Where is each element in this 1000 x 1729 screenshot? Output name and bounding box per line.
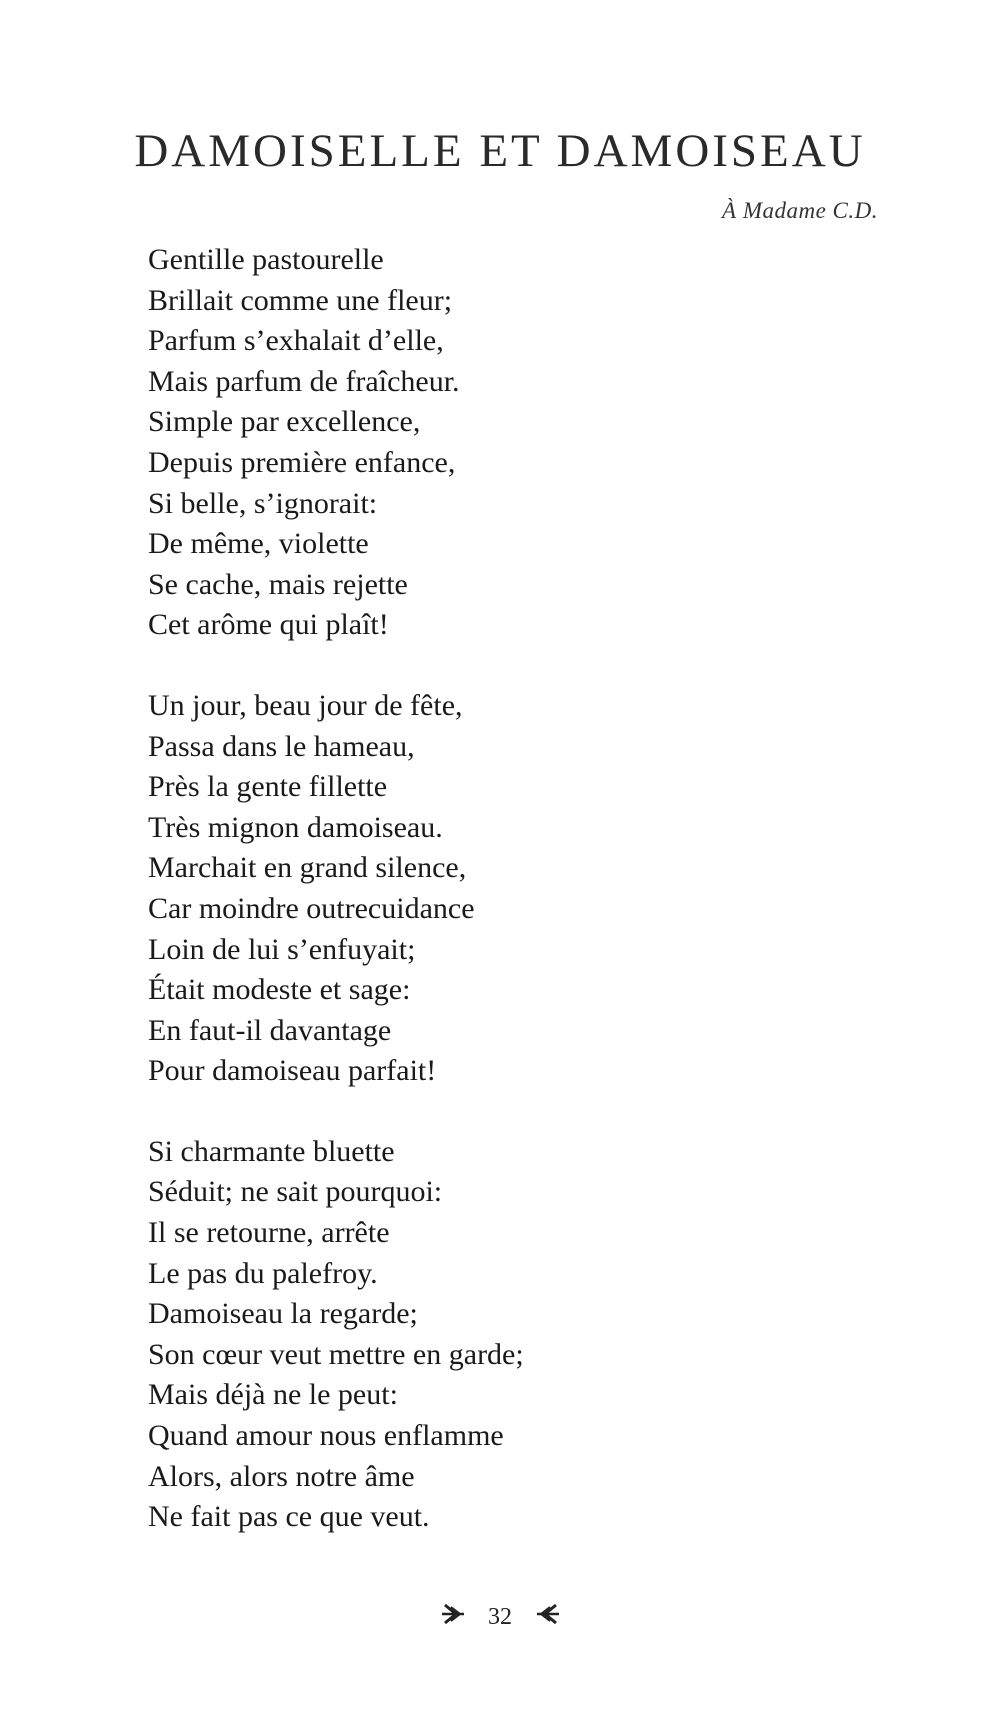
- arrow-right-ornament-icon: [442, 1602, 468, 1632]
- poem-line: Damoiseau la regarde;: [148, 1297, 418, 1331]
- stanza-1: [148, 240, 868, 646]
- poem-line: Son cœur veut mettre en garde;: [148, 1337, 524, 1371]
- poem-line: Pour damoiseau parfait!: [148, 1054, 437, 1088]
- poem-line: Depuis première enfance,: [148, 445, 456, 479]
- poem-line: Se cache, mais rejette: [148, 567, 408, 601]
- poem-line: Car moindre outrecuidance: [148, 891, 475, 925]
- poem: [148, 240, 868, 1578]
- page-title: DAMOISELLE ET DAMOISEAU: [134, 125, 866, 177]
- dedication: À Madame C.D.: [722, 198, 878, 223]
- poem-line: Quand amour nous enflamme: [148, 1419, 504, 1453]
- poem-line: De même, violette: [148, 527, 369, 561]
- poem-line: Était modeste et sage:: [148, 973, 411, 1007]
- poem-line: Cet arôme qui plaît!: [148, 608, 389, 642]
- poem-line: Loin de lui s’enfuyait;: [148, 932, 416, 966]
- poem-line: Séduit; ne sait pourquoi:: [148, 1175, 443, 1209]
- poem-line: Gentille pastourelle: [148, 243, 384, 276]
- poem-line: Alors, alors notre âme: [148, 1459, 415, 1493]
- poem-line: Près la gente fillette: [148, 770, 388, 804]
- poem-line: Passa dans le hameau,: [148, 729, 415, 763]
- poem-line: Mais déjà ne le peut:: [148, 1378, 398, 1412]
- poem-line: Il se retourne, arrête: [148, 1216, 390, 1250]
- arrow-left-ornament-icon: [533, 1602, 559, 1632]
- poem-line: Un jour, beau jour de fête,: [148, 688, 463, 722]
- poem-line: Très mignon damoiseau.: [148, 810, 443, 844]
- poem-line: Si belle, s’ignorait:: [148, 486, 378, 520]
- poem-line: En faut-il davantage: [148, 1013, 392, 1047]
- poem-line: Marchait en grand silence,: [148, 851, 467, 885]
- page-footer: [0, 1600, 1000, 1632]
- poem-line: Mais parfum de fraîcheur.: [148, 364, 460, 398]
- poem-line: Ne fait pas ce que veut.: [148, 1500, 430, 1534]
- poem-line: Brillait comme une fleur;: [148, 283, 453, 317]
- stanza-3: [148, 1132, 868, 1538]
- page-number: 32: [488, 1603, 512, 1630]
- poem-line: Si charmante bluette: [148, 1134, 395, 1168]
- stanza-2: [148, 686, 868, 1092]
- poem-line: Le pas du palefroy.: [148, 1256, 378, 1290]
- poem-line: Parfum s’exhalait d’elle,: [148, 324, 444, 358]
- poem-line: Simple par excellence,: [148, 405, 421, 439]
